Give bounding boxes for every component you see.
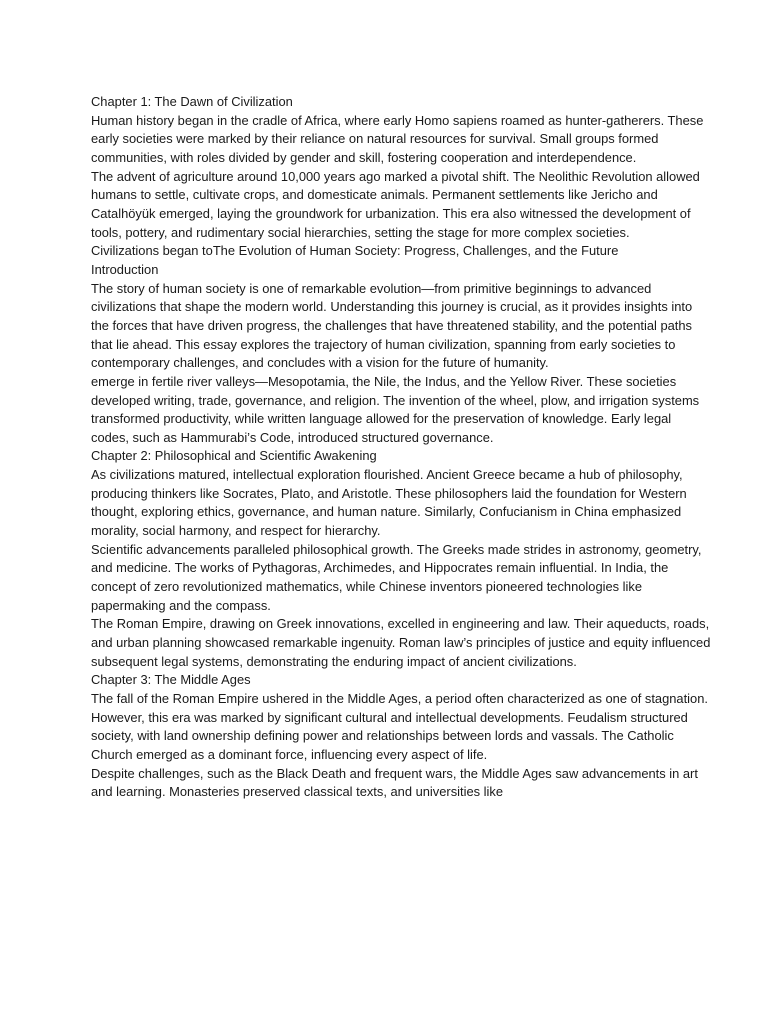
paragraph: The Roman Empire, drawing on Greek innovations, excelled in engineering and law. Their aqueducts, roads, and urban planning showcased remarkable ingenuity. Roman law’s principles of justice and equity influenced subsequent legal systems, demonstrating the enduring impact of ancient civilizations. — [91, 616, 711, 669]
paragraph: The fall of the Roman Empire ushered in the Middle Ages, a period often characterized as one of stagnation. However, this era was marked by significant cultural and intellectual developments. Feudalism structured society, with land ownership defining power and relationships between lords and vassals. The Catholic Church emerged as a dominant force, influencing every aspect of life. — [91, 691, 708, 762]
paragraph: Civilizations began toThe Evolution of Human Society: Progress, Challenges, and the Future — [91, 243, 619, 259]
paragraph: emerge in fertile river valleys—Mesopotamia, the Nile, the Indus, and the Yellow River. These societies developed writing, trade, governance, and religion. The invention of the wheel, plow, and irrigation systems transformed productivity, while written language allowed for the preservation of knowledge. Early legal codes, such as Hammurabi’s Code, introduced structured governance. — [91, 373, 700, 445]
paragraph: Human history began in the cradle of Africa, where early Homo sapiens roamed as hunter-gatherers. These early societies were marked by their reliance on natural resources for survival. Small groups formed communities, with roles divided by gender and skill, fostering cooperation and interdependence. — [91, 112, 704, 165]
paragraph: Scientific advancements paralleled philosophical growth. The Greeks made strides in astronomy, geometry, and medicine. The works of Pythagoras, Archimedes, and Hippocrates remain influential. In India, the concept of zero revolutionized mathematics, while Chinese inventors pioneered technologies like papermaking and the compass. — [91, 541, 702, 613]
chapter-2-heading: Chapter 2: Philosophical and Scientific Awakening — [91, 448, 377, 464]
paragraph: The story of human society is one of remarkable evolution—from primitive beginnings to advanced civilizations that shape the modern world. Understanding this journey is crucial, as it provides insights into the forces that have driven progress, the challenges that have threatened stability, and the potential paths that lie ahead. This essay explores the trajectory of human civilization, spanning from early societies to contemporary challenges, and concludes with a vision for the future of humanity. — [91, 280, 693, 371]
introduction-heading: Introduction — [91, 261, 159, 277]
paragraph: Despite challenges, such as the Black Death and frequent wars, the Middle Ages saw advancements in art and learning. Monasteries preserved classical texts, and universities like — [91, 765, 698, 800]
chapter-1-heading: Chapter 1: The Dawn of Civilization — [91, 94, 293, 109]
chapter-3-heading: Chapter 3: The Middle Ages — [91, 672, 251, 688]
paragraph: The advent of agriculture around 10,000 years ago marked a pivotal shift. The Neolithic Revolution allowed humans to settle, cultivate crops, and domesticate animals. Permanent settlements like Jericho and Catalhöyük emerged, laying the groundwork for urbanization. This era also witnessed the development of tools, pottery, and rudimentary social hierarchies, setting the stage for more complex societies. — [91, 168, 700, 240]
paragraph: As civilizations matured, intellectual exploration flourished. Ancient Greece became a hub of philosophy, producing thinkers like Socrates, Plato, and Aristotle. These philosophers laid the foundation for Western thought, exploring ethics, governance, and human nature. Similarly, Confucianism in China emphasized morality, social harmony, and respect for hierarchy. — [91, 467, 687, 539]
document-body — [91, 93, 711, 802]
